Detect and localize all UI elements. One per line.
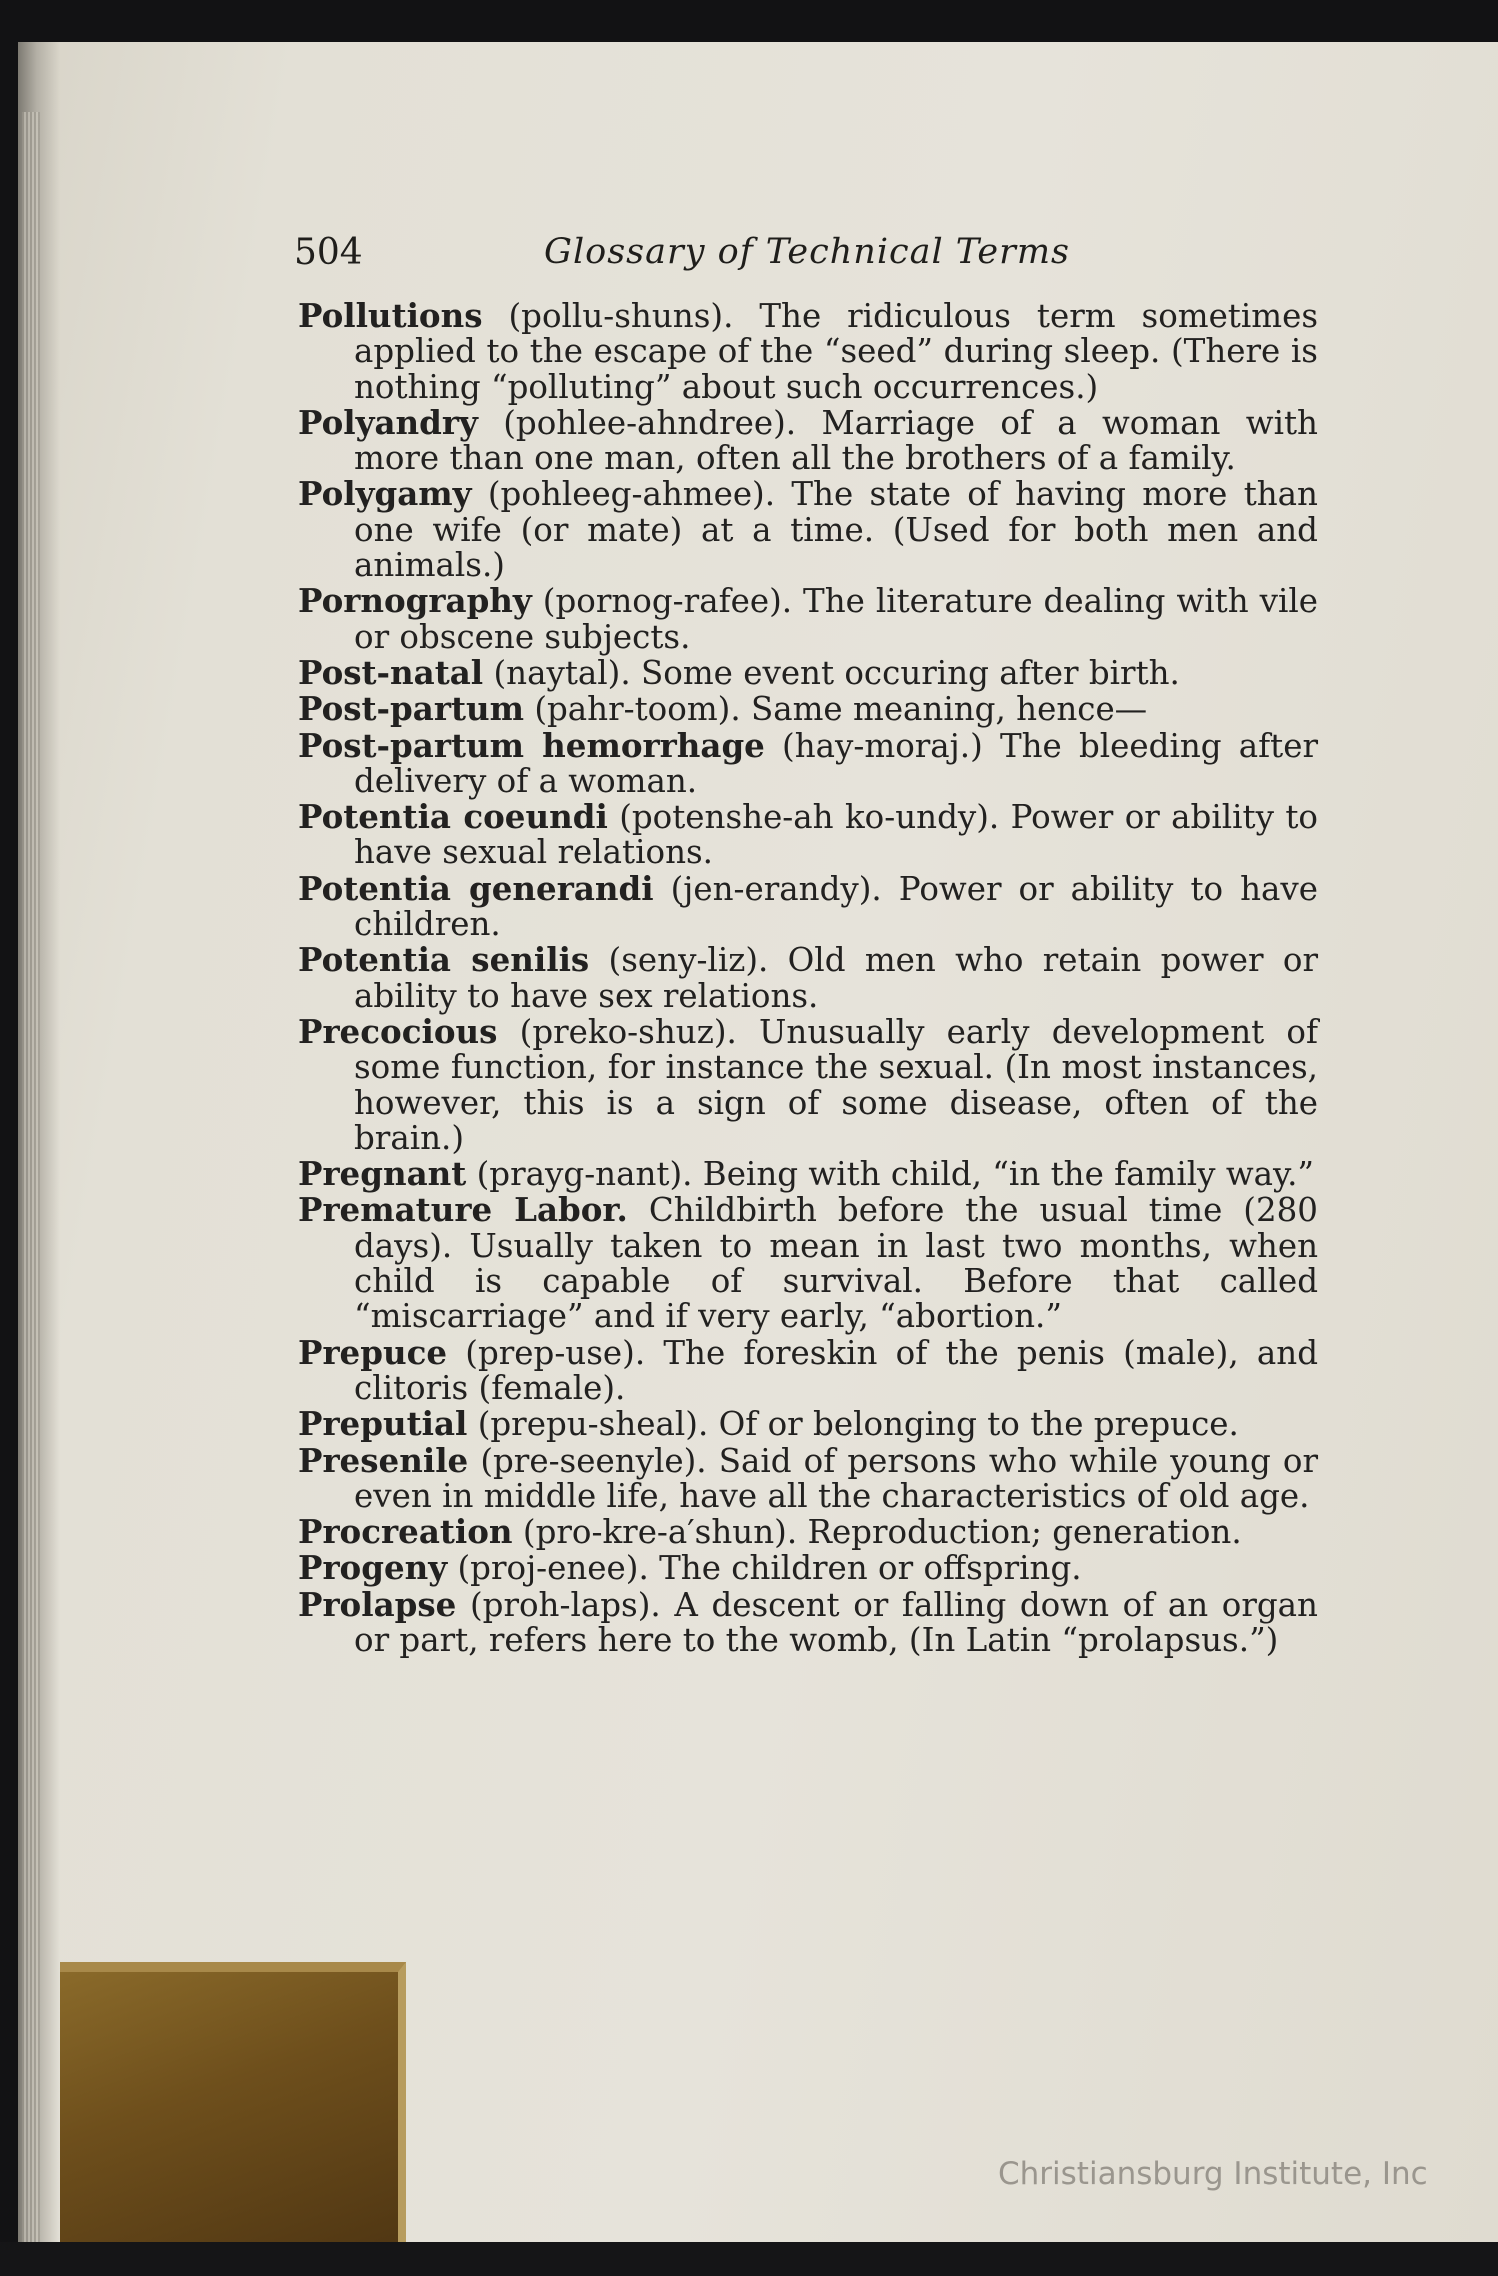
entry-definition: (pollu-shuns). The ridiculous term sometimes applied to the escape of the “seed” during sleep. (There is nothing “polluting” about such occurrences.)	[354, 297, 1318, 406]
running-title: Glossary of Technical Terms	[544, 232, 1071, 272]
glossary-entry	[298, 725, 1318, 800]
glossary-entry	[298, 1011, 1318, 1157]
entry-definition: (prayg-nant). Being with child, “in the family way.”	[466, 1155, 1315, 1194]
entry-term: Polyandry	[298, 402, 478, 442]
page-header	[294, 232, 1314, 282]
glossary-entry	[298, 1584, 1318, 1659]
entry-term: Progeny	[298, 1548, 448, 1588]
glossary-entry	[298, 1550, 1318, 1586]
watermark: Christiansburg Institute, Inc	[998, 2156, 1428, 2192]
entry-definition: (naytal). Some event occuring after birth.	[483, 653, 1180, 692]
entry-definition: (pre-seenyle). Said of persons who while young or even in middle life, have all the characteristics of old age.	[354, 1441, 1318, 1515]
entry-term: Post-partum	[298, 689, 524, 729]
glossary-entry	[298, 1332, 1318, 1407]
entry-definition: (potenshe-ah ko-undy). Power or ability to have sexual relations.	[354, 798, 1318, 872]
entry-term: Premature Labor.	[298, 1190, 628, 1230]
glossary-entry	[298, 583, 1318, 655]
entry-definition: (hay-moraj.) The bleeding after delivery of a woman.	[354, 726, 1318, 800]
glossary-entry	[298, 298, 1318, 405]
entry-definition: (proj-enee). The children or offspring.	[447, 1549, 1082, 1588]
page-holder-block	[60, 1962, 406, 2276]
glossary-entry	[298, 1192, 1318, 1334]
entry-term: Post-natal	[298, 652, 484, 692]
glossary-entry	[298, 476, 1318, 583]
glossary-entry	[298, 691, 1318, 727]
glossary-entry	[298, 1156, 1318, 1192]
glossary-entry	[298, 402, 1318, 478]
glossary-entry	[298, 868, 1318, 944]
entry-term: Pornography	[298, 581, 532, 621]
entry-definition: (pohlee-ahndree). Marriage of a woman with more than one man, often all the brothers of a family.	[354, 403, 1318, 478]
entry-term: Procreation	[298, 1512, 513, 1552]
glossary-entry	[298, 1514, 1318, 1550]
entry-term: Precocious	[298, 1011, 498, 1051]
entry-term: Polygamy	[298, 474, 472, 514]
entry-definition: (proh-laps). A descent or falling down of an organ or part, refers here to the womb, (In Latin “prolapsus.”)	[354, 1585, 1318, 1659]
entry-term: Potentia senilis	[298, 940, 590, 980]
entry-definition: (seny-liz). Old men who retain power or ability to have sex relations.	[354, 941, 1319, 1015]
entry-definition: (pahr-toom). Same meaning, hence—	[523, 690, 1148, 729]
page-edges	[22, 112, 40, 2242]
entry-term: Preputial	[298, 1404, 468, 1444]
entry-definition: (jen-erandy). Power or ability to have children.	[354, 869, 1318, 944]
entry-term: Prepuce	[298, 1332, 448, 1372]
entry-term: Potentia coeundi	[298, 797, 608, 837]
glossary-list	[298, 298, 1318, 1658]
entry-term: Prolapse	[298, 1584, 457, 1624]
background-band	[0, 2242, 1498, 2276]
entry-definition: (preko-shuz). Unusually early development of some function, for instance the sexual. (In most instances, however, this is a sign of some disease, often of the brain.)	[354, 1012, 1318, 1157]
entry-definition: (pro-kre-a′shun). Reproduction; generation.	[512, 1513, 1242, 1552]
entry-term: Pregnant	[298, 1154, 467, 1194]
glossary-entry	[298, 799, 1318, 871]
entry-term: Potentia generandi	[298, 868, 654, 908]
entry-term: Presenile	[298, 1440, 469, 1480]
entry-definition: Childbirth before the usual time (280 days). Usually taken to mean in last two months, when child is capable of survival. Before that called “miscarriage” and if very early, “abortion.”	[354, 1191, 1318, 1336]
entry-term: Pollutions	[298, 296, 483, 335]
glossary-entry	[298, 1406, 1318, 1442]
entry-definition: (prepu-sheal). Of or belonging to the prepuce.	[467, 1405, 1239, 1444]
entry-definition: (prep-use). The foreskin of the penis (male), and clitoris (female).	[354, 1333, 1318, 1407]
glossary-entry	[298, 652, 1318, 692]
glossary-entry	[298, 942, 1318, 1014]
glossary-entry	[298, 1440, 1318, 1515]
page-number: 504	[294, 232, 363, 273]
entry-term: Post-partum hemorrhage	[298, 725, 765, 765]
entry-definition: (pornog-rafee). The literature dealing with vile or obscene subjects.	[354, 582, 1318, 656]
entry-definition: (pohleeg-ahmee). The state of having more than one wife (or mate) at a time. (Used for both men and animals.)	[354, 475, 1318, 585]
